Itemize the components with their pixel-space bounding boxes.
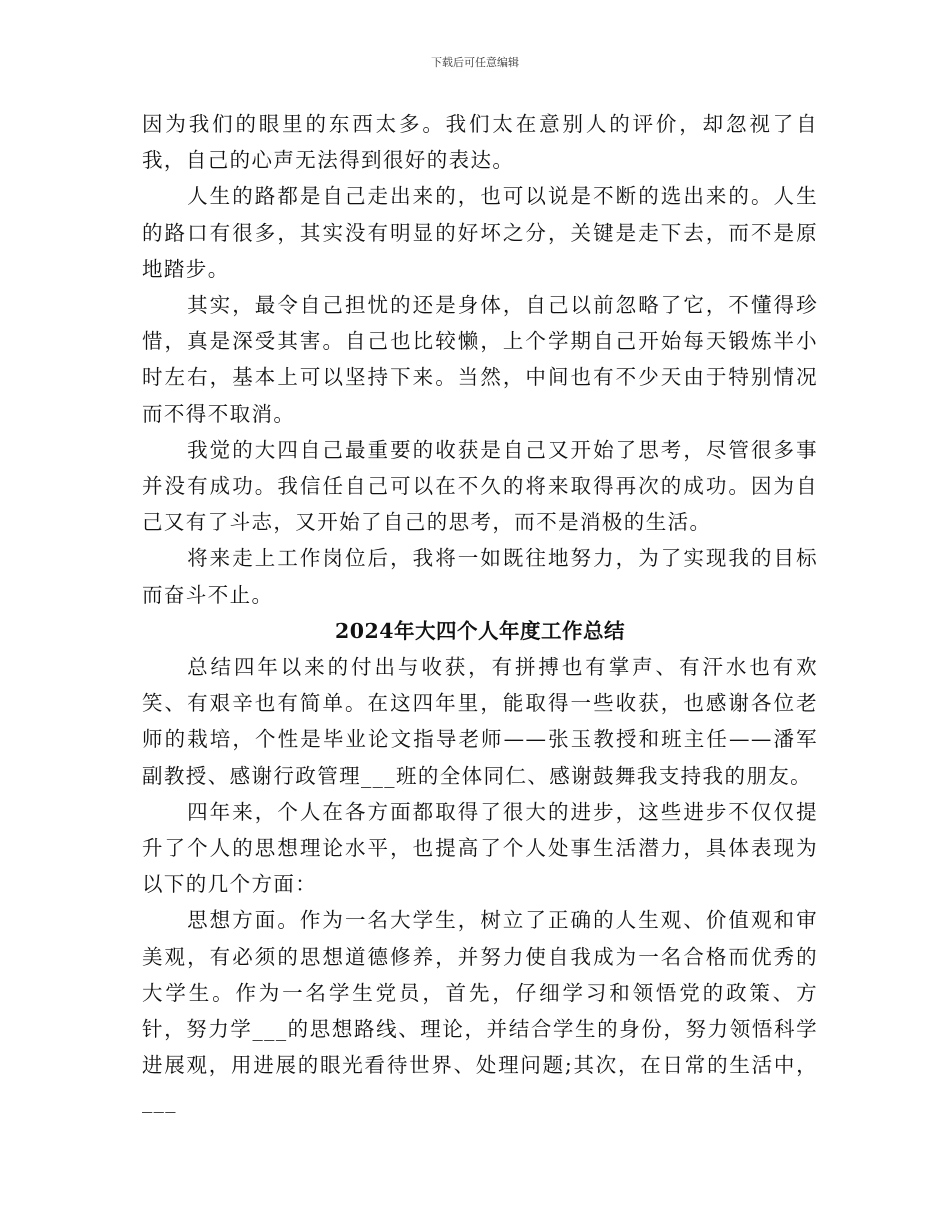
paragraph-8: 思想方面。作为一名大学生，树立了正确的人生观、价值观和审美观，有必须的思想道德修养，并努力使自我成为一名合格而优秀的大学生。作为一名学生党员，首先，仔细学习和领悟党的政策、方针，努力学___的思想路线、理论，并结合学生的身份，努力领悟科学进展观，用进展的眼光看待世界、处理问题;其次，在日常的生活中，___	[142, 908, 818, 1114]
paragraph-3: 其实，最令自己担忧的还是身体，自己以前忽略了它，不懂得珍惜，真是深受其害。自己也比较懒，上个学期自己开始每天锻炼半小时左右，基本上可以坚持下来。当然，中间也有不少天由于特别情况而不得不取消。	[142, 293, 818, 426]
paragraph-4: 我觉的大四自己最重要的收获是自己又开始了思考，尽管很多事并没有成功。我信任自己可以在不久的将来取得再次的成功。因为自己又有了斗志，又开始了自己的思考，而不是消极的生活。	[142, 437, 818, 535]
paragraph-7: 四年来，个人在各方面都取得了很大的进步，这些进步不仅仅提升了个人的思想理论水平，也提高了个人处事生活潜力，具体表现为以下的几个方面：	[142, 799, 818, 897]
section-title: 2024年大四个人年度工作总结	[334, 618, 626, 643]
page-header: 下载后可任意编辑	[431, 56, 519, 69]
paragraph-1: 因为我们的眼里的东西太多。我们太在意别人的评价，却忽视了自我，自己的心声无法得到很好的表达。	[142, 112, 818, 173]
paragraph-6: 总结四年以来的付出与收获，有拼搏也有掌声、有汗水也有欢笑、有艰辛也有简单。在这四年里，能取得一些收获，也感谢各位老师的栽培，个性是毕业论文指导老师——张玉教授和班主任——潘军副教授、感谢行政管理___班的全体同仁、感谢鼓舞我支持我的朋友。	[142, 655, 818, 788]
document-body	[142, 106, 818, 1120]
paragraph-5: 将来走上工作岗位后，我将一如既往地努力，为了实现我的目标而奋斗不止。	[142, 546, 818, 607]
paragraph-2: 人生的路都是自己走出来的，也可以说是不断的选出来的。人生的路口有很多，其实没有明显的好坏之分，关键是走下去，而不是原地踏步。	[142, 184, 818, 281]
